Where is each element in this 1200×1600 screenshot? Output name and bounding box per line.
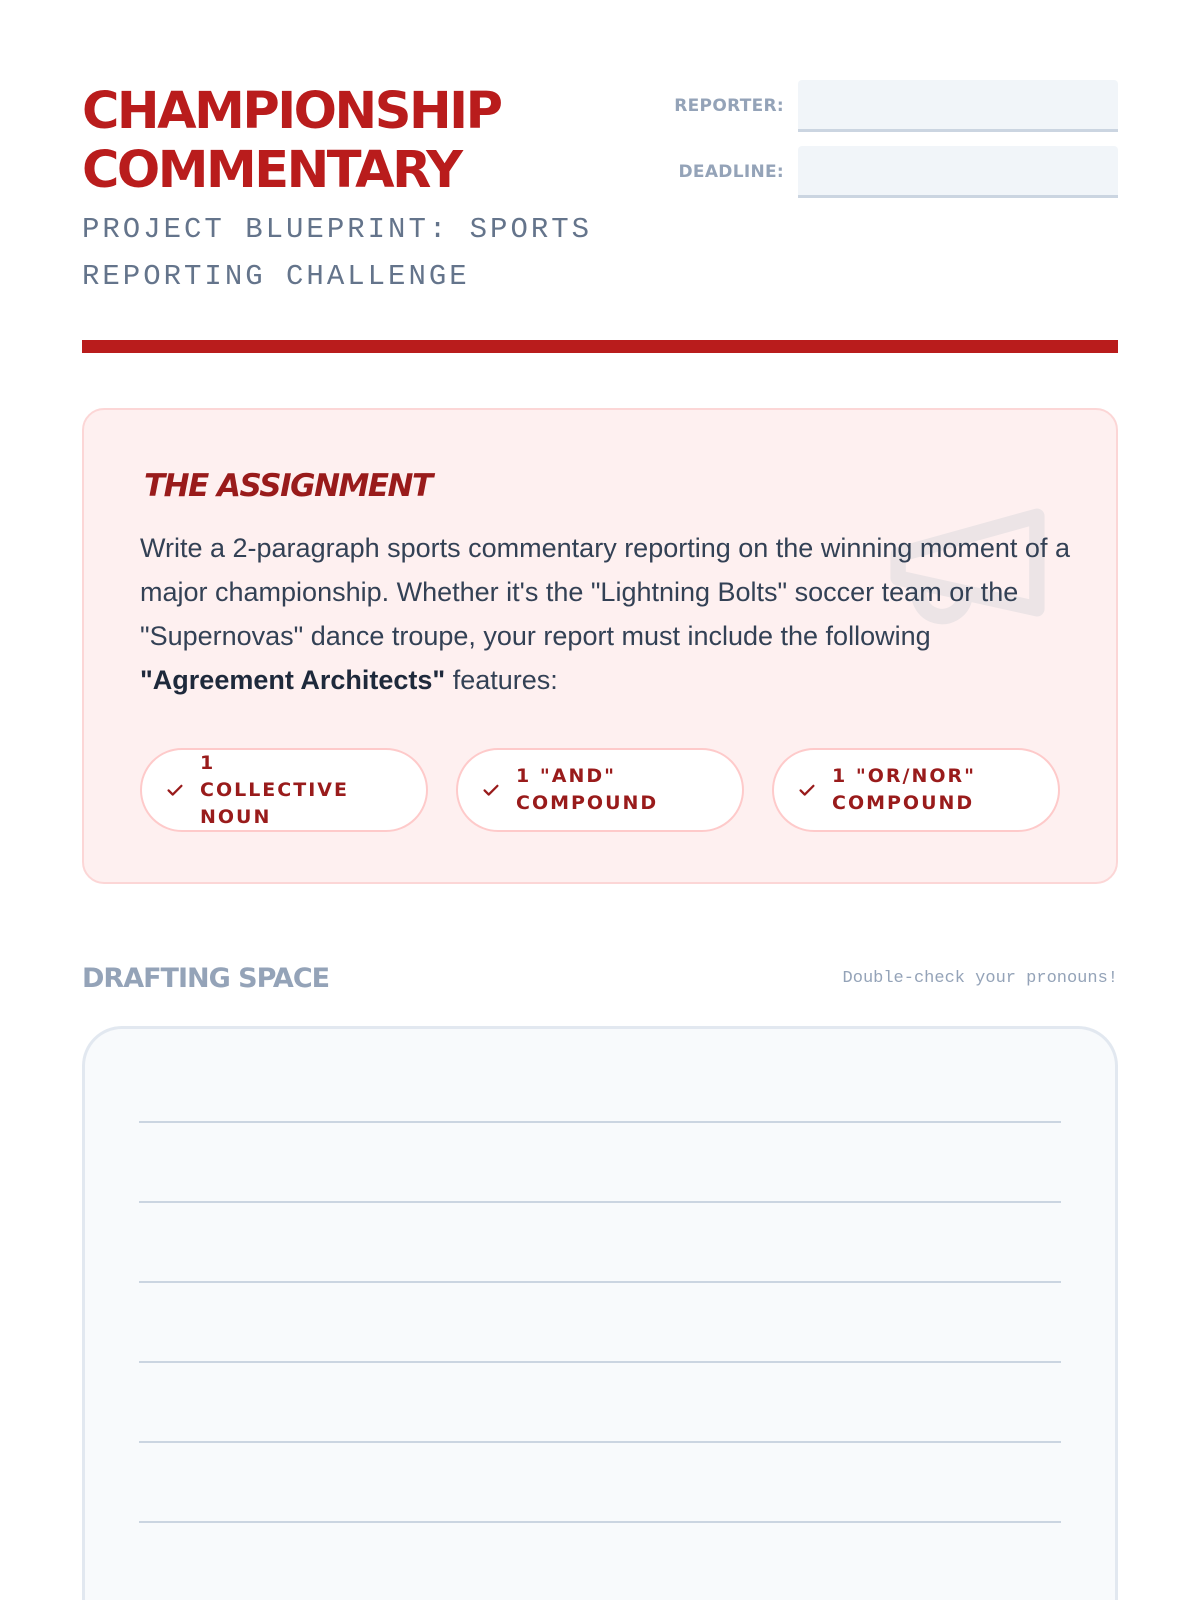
requirement-chip: [140, 748, 428, 832]
page-title: [82, 82, 501, 200]
check-icon: [164, 779, 186, 801]
requirement-chip: [772, 748, 1060, 832]
writing-line: [139, 1281, 1061, 1283]
assignment-text-outro: features:: [445, 665, 558, 695]
requirement-label: 1 COLLECTIVE NOUN: [200, 751, 349, 828]
title-line-2: COMMENTARY: [82, 141, 461, 200]
reporter-label: REPORTER:: [674, 96, 784, 116]
writing-line: [139, 1121, 1061, 1123]
assignment-text: [140, 526, 1080, 702]
deadline-field[interactable]: [798, 146, 1118, 198]
drafting-header: [82, 958, 1118, 998]
writing-line: [139, 1361, 1061, 1363]
requirement-label: 1 "OR/NOR" COMPOUND: [832, 765, 977, 814]
deadline-row: [668, 146, 1118, 198]
deadline-label: DEADLINE:: [678, 162, 784, 182]
check-icon: [796, 779, 818, 801]
drafting-note: Double-check your pronouns!: [842, 968, 1118, 988]
writing-line: [139, 1521, 1061, 1523]
requirement-list: [140, 748, 1060, 832]
page-subtitle: PROJECT BLUEPRINT: SPORTS REPORTING CHALLENGE: [82, 213, 593, 293]
drafting-area[interactable]: [82, 1026, 1118, 1600]
title-line-1: CHAMPIONSHIP: [82, 82, 501, 141]
requirement-chip: [456, 748, 744, 832]
reporter-field[interactable]: [798, 80, 1118, 132]
assignment-card: [82, 408, 1118, 884]
writing-line: [139, 1201, 1061, 1203]
assignment-text-highlight: "Agreement Architects": [140, 665, 446, 695]
reporter-row: [668, 80, 1118, 132]
meta-fields: [668, 80, 1118, 212]
check-icon: [480, 779, 502, 801]
assignment-text-intro: Write a 2-paragraph sports commentary reporting on the winning moment of a major championship. Whether it's the "Lightning Bolts" soccer team or the "Supernovas" dance troupe, your report must include the following: [140, 533, 1070, 651]
writing-line: [139, 1441, 1061, 1443]
worksheet-header: [82, 0, 1118, 356]
assignment-title: THE ASSIGNMENT: [144, 468, 432, 504]
drafting-title: DRAFTING SPACE: [82, 962, 330, 994]
requirement-label: 1 "AND" COMPOUND: [516, 765, 659, 814]
header-divider: [82, 340, 1118, 353]
